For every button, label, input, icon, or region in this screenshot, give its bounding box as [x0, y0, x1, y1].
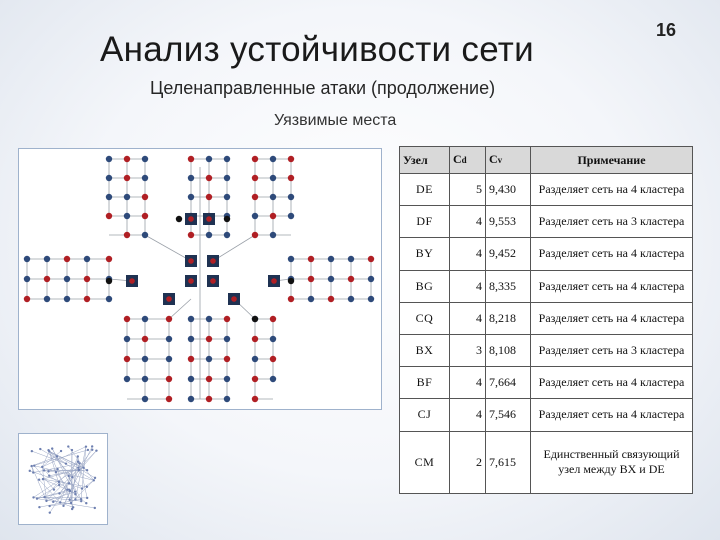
network-node [288, 194, 294, 200]
network-node [224, 216, 230, 222]
thumbnail-node [67, 445, 69, 447]
cell-node: BY [400, 238, 450, 270]
network-node [206, 175, 212, 181]
thumbnail-node [29, 470, 31, 472]
thumbnail-node [71, 449, 73, 451]
table-row [400, 206, 693, 238]
thumbnail-node [53, 488, 55, 490]
cell-cd: 5 [450, 174, 486, 206]
cell-node: BF [400, 367, 450, 399]
header-node: Узел [400, 147, 450, 174]
network-node [84, 256, 90, 262]
network-node [368, 296, 374, 302]
network-node [270, 232, 276, 238]
network-node [188, 194, 194, 200]
network-node [24, 276, 30, 282]
network-node [24, 296, 30, 302]
network-node [252, 336, 258, 342]
network-node [84, 276, 90, 282]
thumbnail-node [36, 497, 38, 499]
thumbnail-node [86, 497, 88, 499]
network-node [288, 256, 294, 262]
thumbnail-node [71, 508, 73, 510]
network-node [64, 296, 70, 302]
network-node [206, 194, 212, 200]
network-node [206, 316, 212, 322]
thumbnail-node [52, 501, 54, 503]
cell-cd: 4 [450, 302, 486, 334]
network-node [224, 356, 230, 362]
network-node [84, 296, 90, 302]
network-node [166, 336, 172, 342]
network-node [124, 175, 130, 181]
thumbnail-node [62, 505, 64, 507]
network-node [142, 376, 148, 382]
network-node [64, 256, 70, 262]
network-node [288, 278, 294, 284]
network-node [142, 194, 148, 200]
network-node [328, 276, 334, 282]
table-row [400, 270, 693, 302]
thumbnail-node [41, 466, 43, 468]
network-node [188, 336, 194, 342]
network-node [124, 213, 130, 219]
network-node [252, 194, 258, 200]
network-node [348, 296, 354, 302]
cell-note: Разделяет сеть на 4 кластера [531, 399, 693, 431]
network-node [106, 256, 112, 262]
network-node [288, 296, 294, 302]
network-node [308, 276, 314, 282]
cell-cd: 4 [450, 206, 486, 238]
thumbnail-node [82, 467, 84, 469]
thumbnail-node [87, 449, 89, 451]
cell-cv: 9,430 [486, 174, 531, 206]
network-node [106, 213, 112, 219]
thumbnail-node [48, 505, 50, 507]
network-node [270, 336, 276, 342]
network-node [224, 336, 230, 342]
network-node [328, 296, 334, 302]
network-node [142, 336, 148, 342]
table-row [400, 367, 693, 399]
network-node [142, 175, 148, 181]
thumbnail-node [66, 489, 68, 491]
network-node [308, 256, 314, 262]
network-node [210, 278, 216, 284]
thumbnail-node [65, 462, 67, 464]
network-node [224, 156, 230, 162]
thumbnail-node [60, 450, 62, 452]
thumbnail-node [74, 491, 76, 493]
thumbnail-node [81, 487, 83, 489]
thumbnail-node [68, 499, 70, 501]
cell-cd: 2 [450, 431, 486, 494]
network-node [224, 316, 230, 322]
slide-number: 16 [656, 20, 677, 40]
network-node [44, 256, 50, 262]
network-node [142, 213, 148, 219]
thumbnail-node [91, 449, 93, 451]
table-row [400, 399, 693, 431]
network-node [271, 278, 277, 284]
thumbnail-node [68, 482, 70, 484]
table-row [400, 334, 693, 366]
thumbnail-node [86, 486, 88, 488]
thumbnail-node [74, 493, 76, 495]
thumbnail-node [94, 507, 96, 509]
cell-note: Разделяет сеть на 4 кластера [531, 174, 693, 206]
network-node [206, 232, 212, 238]
network-node [270, 213, 276, 219]
thumbnail-node [70, 502, 72, 504]
cell-cv: 8,218 [486, 302, 531, 334]
network-node [188, 175, 194, 181]
network-node [368, 276, 374, 282]
network-node [142, 316, 148, 322]
network-node [166, 316, 172, 322]
thumbnail-node [58, 492, 60, 494]
network-node [224, 175, 230, 181]
cell-note: Разделяет сеть на 4 кластера [531, 367, 693, 399]
network-node [129, 278, 135, 284]
cell-note: Единственный связующий узел между BX и DE [531, 431, 693, 494]
network-node [270, 194, 276, 200]
thumbnail-node [95, 449, 97, 451]
cell-cv: 8,335 [486, 270, 531, 302]
edge-layer [27, 159, 371, 399]
network-node [124, 336, 130, 342]
thumbnail-node [77, 466, 79, 468]
thumbnail-node [58, 481, 60, 483]
cell-cd: 4 [450, 270, 486, 302]
network-node [124, 376, 130, 382]
thumbnail-node [31, 450, 33, 452]
network-node [348, 256, 354, 262]
network-node [270, 376, 276, 382]
cell-cv: 7,664 [486, 367, 531, 399]
cell-cd: 4 [450, 399, 486, 431]
network-node [188, 232, 194, 238]
thumbnail-node [58, 484, 60, 486]
network-node [206, 336, 212, 342]
vulnerable-nodes-table [399, 146, 693, 494]
thumbnail-node [71, 476, 73, 478]
network-node [288, 156, 294, 162]
thumbnail-node [80, 500, 82, 502]
thumbnail-node [85, 502, 87, 504]
network-node [210, 258, 216, 264]
network-node [44, 276, 50, 282]
thumbnail-node [78, 469, 80, 471]
network-node [308, 296, 314, 302]
cell-cv: 8,108 [486, 334, 531, 366]
header-cd: Cd [450, 147, 486, 174]
network-edge [145, 235, 191, 261]
network-node [206, 356, 212, 362]
thumbnail-node [43, 496, 45, 498]
network-node [224, 376, 230, 382]
thumbnail-node [38, 479, 40, 481]
network-node [270, 316, 276, 322]
network-node [270, 156, 276, 162]
network-node [288, 213, 294, 219]
network-node [252, 213, 258, 219]
thumbnail-node [32, 471, 34, 473]
thumbnail-edge [32, 451, 66, 464]
thumbnail-node [56, 455, 58, 457]
table-row [400, 302, 693, 334]
thumbnail-node [74, 498, 76, 500]
table-row [400, 238, 693, 270]
cell-note: Разделяет сеть на 3 кластера [531, 334, 693, 366]
thumbnail-node [68, 475, 70, 477]
network-node [142, 232, 148, 238]
network-edge [213, 235, 255, 261]
network-diagram [18, 148, 382, 410]
network-node [252, 175, 258, 181]
cell-note: Разделяет сеть на 4 кластера [531, 238, 693, 270]
cell-cd: 3 [450, 334, 486, 366]
header-cv: Cv [486, 147, 531, 174]
table-row [400, 174, 693, 206]
network-node [270, 175, 276, 181]
network-node [106, 278, 112, 284]
network-node [288, 175, 294, 181]
network-node [188, 316, 194, 322]
network-node [106, 296, 112, 302]
thumbnail-node [49, 511, 51, 513]
thumbnail-node [94, 477, 96, 479]
thumbnail-node [91, 445, 93, 447]
thumbnail-node [77, 461, 79, 463]
network-node [252, 376, 258, 382]
thumbnail-edge [81, 447, 86, 500]
network-node [106, 194, 112, 200]
thumbnail-node [42, 478, 44, 480]
network-node [142, 356, 148, 362]
cell-node: BX [400, 334, 450, 366]
table-row [400, 431, 693, 494]
thumbnail-node [85, 445, 87, 447]
thumbnail-node [32, 496, 34, 498]
network-thumbnail [18, 433, 108, 525]
cell-cd: 4 [450, 238, 486, 270]
cell-cv: 9,553 [486, 206, 531, 238]
network-node [368, 256, 374, 262]
thumbnail-node [86, 469, 88, 471]
network-node [124, 316, 130, 322]
network-node [252, 316, 258, 322]
thumbnail-node [77, 455, 79, 457]
cell-cv: 7,615 [486, 431, 531, 494]
network-node [206, 156, 212, 162]
network-node [24, 256, 30, 262]
thumbnail-node [55, 471, 57, 473]
network-node [64, 276, 70, 282]
section-heading: Уязвимые места [274, 112, 397, 129]
thumbnail-node [45, 500, 47, 502]
network-node [224, 232, 230, 238]
thumbnail-node [59, 501, 61, 503]
network-node [206, 396, 212, 402]
network-node [188, 356, 194, 362]
network-node [142, 396, 148, 402]
network-node [224, 396, 230, 402]
network-node [124, 356, 130, 362]
slide-subtitle: Целенаправленные атаки (продолжение) [150, 78, 496, 98]
cell-note: Разделяет сеть на 4 кластера [531, 270, 693, 302]
network-node [206, 376, 212, 382]
thumbnail-node [51, 447, 53, 449]
network-node [188, 278, 194, 284]
network-node [106, 156, 112, 162]
network-node [188, 216, 194, 222]
thumbnail-node [47, 470, 49, 472]
thumbnail-node [33, 464, 35, 466]
network-node [44, 296, 50, 302]
slide-title: Анализ устойчивости сети [100, 30, 534, 69]
network-node [176, 216, 182, 222]
network-node [166, 356, 172, 362]
network-node [124, 232, 130, 238]
network-node [231, 296, 237, 302]
network-node [188, 396, 194, 402]
thumbnail-node [69, 490, 71, 492]
cell-node: BG [400, 270, 450, 302]
table-header-row [400, 147, 693, 174]
network-node [328, 256, 334, 262]
thumbnail-node [48, 475, 50, 477]
network-node [252, 396, 258, 402]
network-node [166, 376, 172, 382]
network-node [142, 156, 148, 162]
cell-node: DE [400, 174, 450, 206]
network-node [224, 194, 230, 200]
cell-node: CQ [400, 302, 450, 334]
cell-note: Разделяет сеть на 3 кластера [531, 206, 693, 238]
network-node [252, 232, 258, 238]
thumbnail-node [47, 449, 49, 451]
cell-node: DF [400, 206, 450, 238]
cell-node: CM [400, 431, 450, 494]
network-node [206, 216, 212, 222]
thumbnail-node [43, 469, 45, 471]
cell-node: CJ [400, 399, 450, 431]
network-node [188, 156, 194, 162]
cell-cd: 4 [450, 367, 486, 399]
cell-note: Разделяет сеть на 4 кластера [531, 302, 693, 334]
network-node [124, 194, 130, 200]
thumbnail-node [39, 448, 41, 450]
network-node [188, 376, 194, 382]
cell-cv: 7,546 [486, 399, 531, 431]
network-node [252, 156, 258, 162]
thumbnail-node [38, 506, 40, 508]
thumbnail-node [30, 465, 32, 467]
thumbnail-node [56, 468, 58, 470]
network-node [106, 175, 112, 181]
network-node [124, 156, 130, 162]
cell-cv: 9,452 [486, 238, 531, 270]
network-node [270, 356, 276, 362]
network-node [348, 276, 354, 282]
network-node [166, 396, 172, 402]
header-note: Примечание [531, 147, 693, 174]
network-node [188, 258, 194, 264]
thumbnail-node [93, 479, 95, 481]
network-node [166, 296, 172, 302]
network-node [252, 356, 258, 362]
